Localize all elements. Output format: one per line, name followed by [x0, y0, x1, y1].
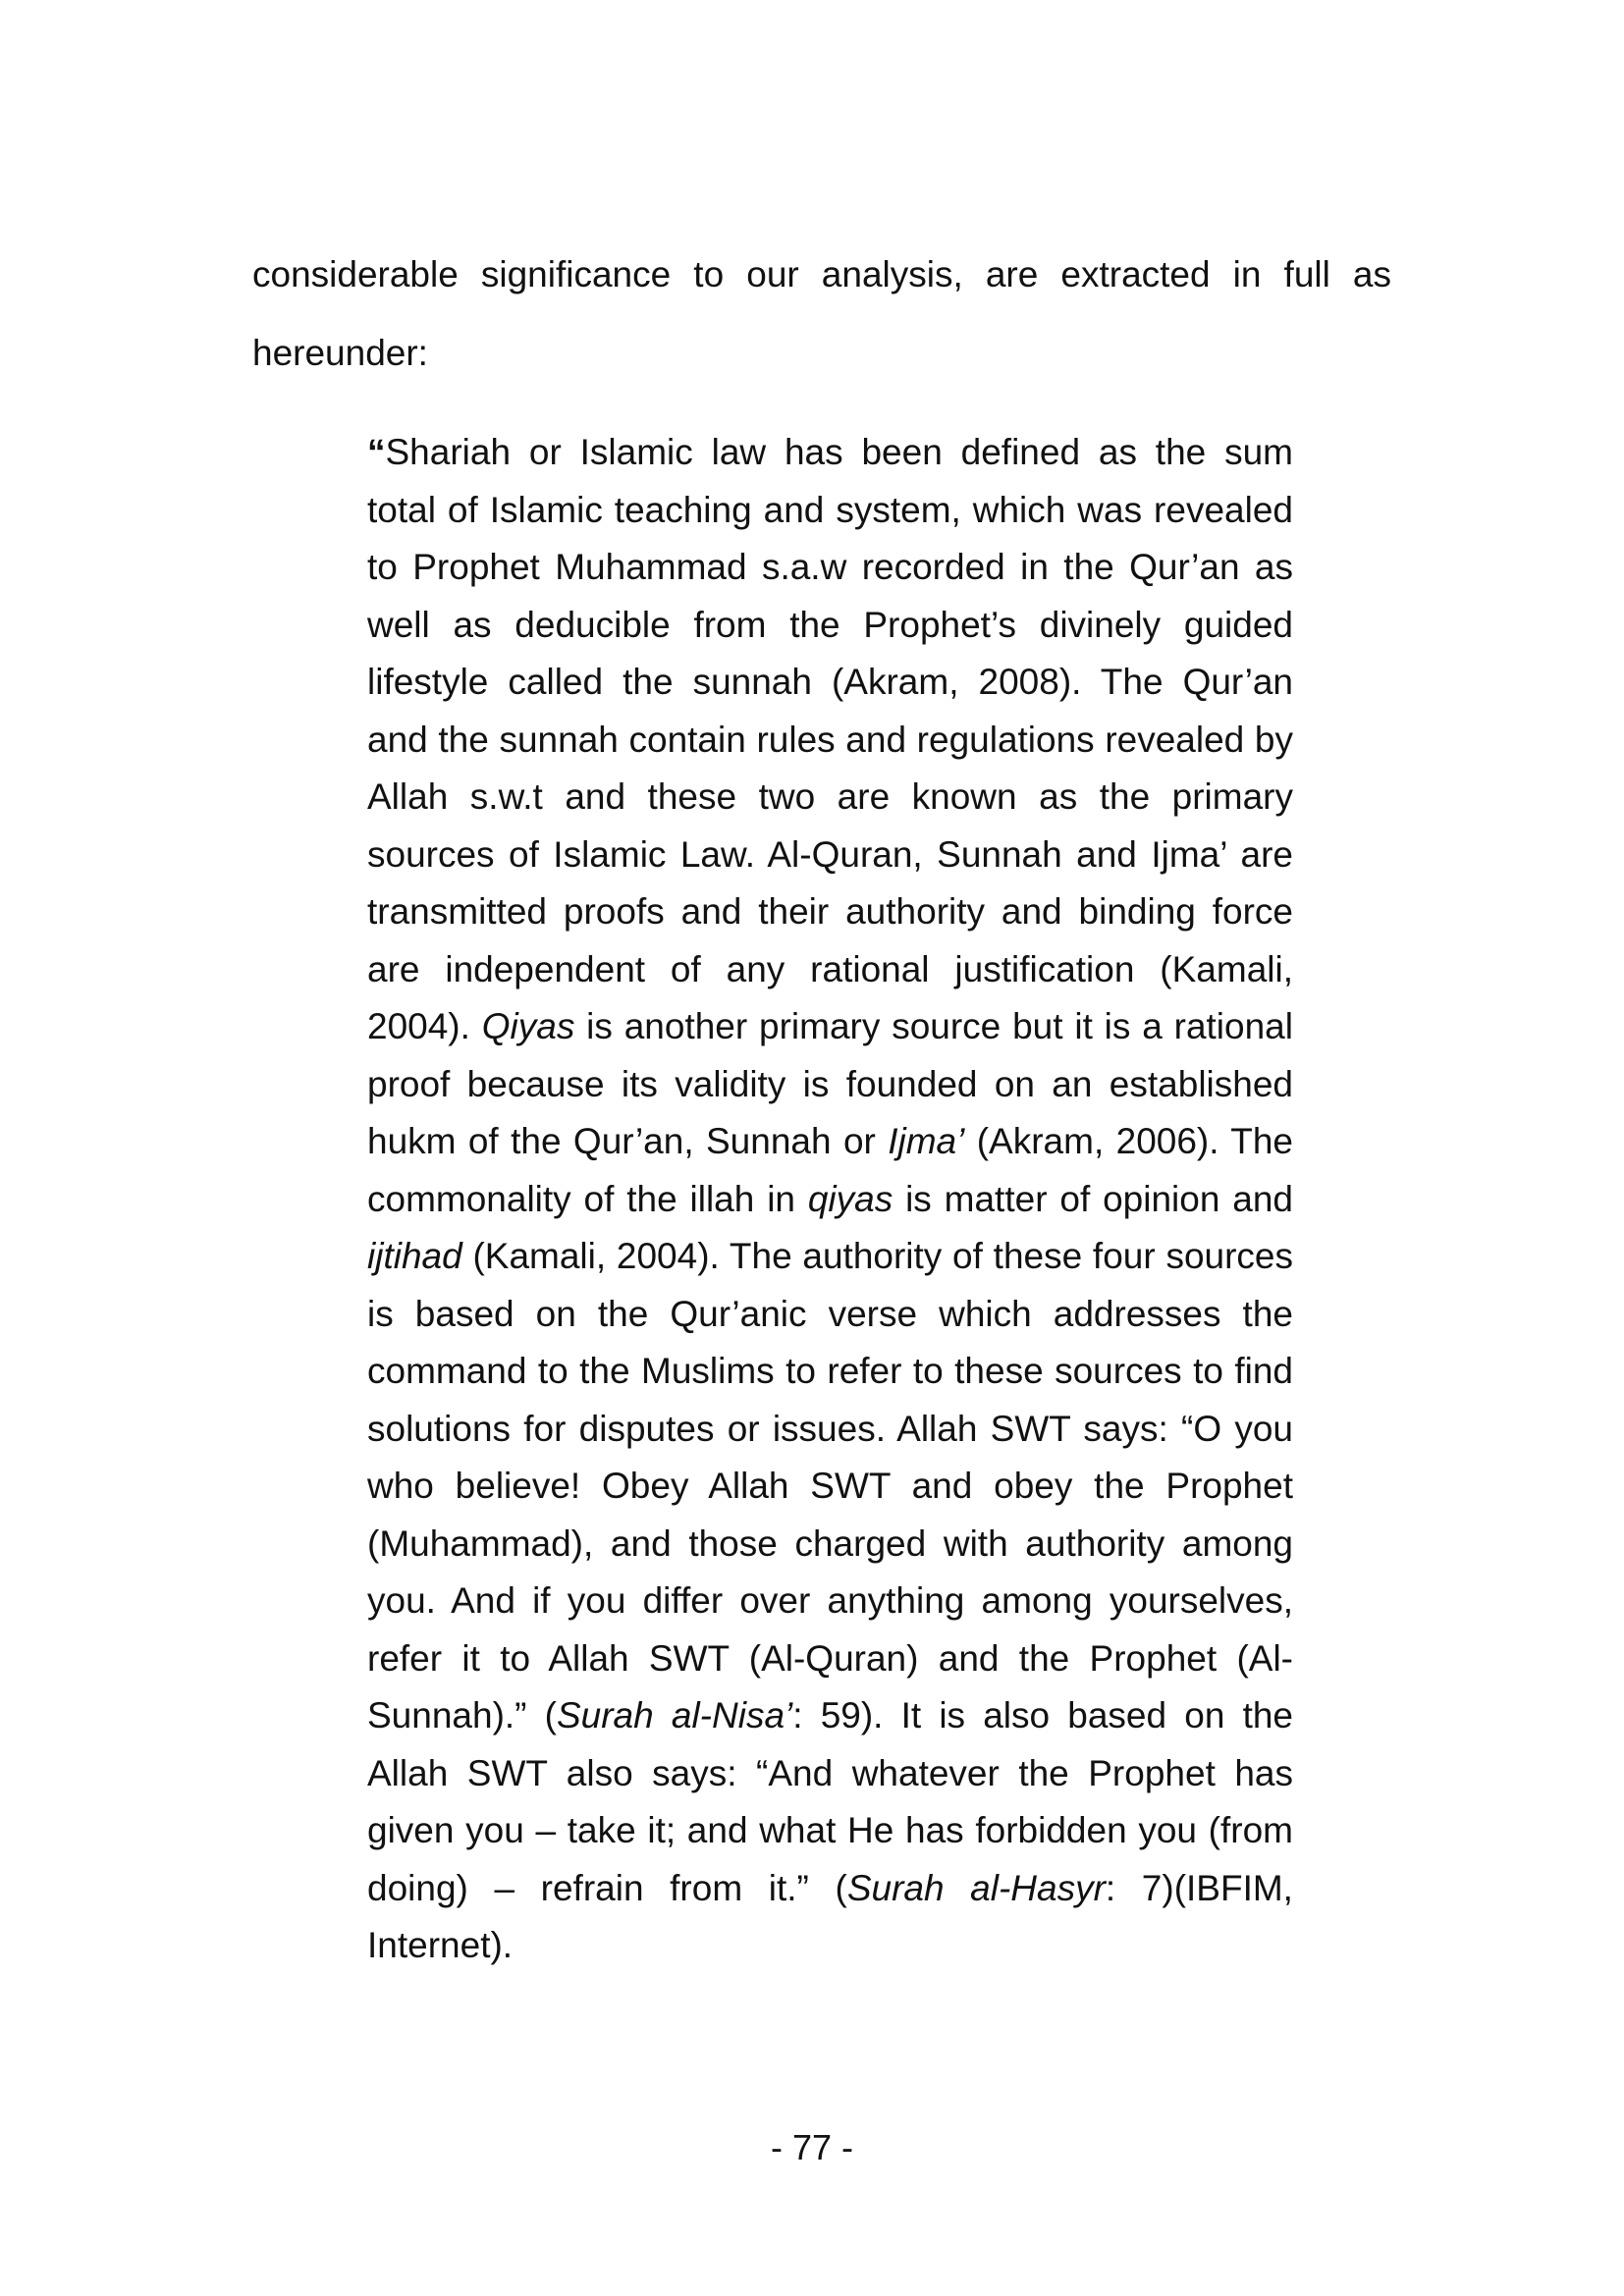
quote-text-part: (Kamali, 2004). The authority of these four sources is based on the Qur’anic verse which addresses the command to the Muslims to refer to these sources to find solutions for disputes or issues. Allah SWT says: “O you who believe! Obey Allah SWT and obey the Prophet (Muhammad), and those charged with authority among you. And if you differ over anything among yourselves, refer it to Allah SWT (Al-Quran) and the Prophet (Al-Sunnah).” (: [367, 1236, 1293, 1735]
italic-citation-surah-hasyr: Surah al-Hasyr: [846, 1867, 1106, 1908]
opening-quote-mark: “: [367, 432, 386, 472]
quote-text-part: Shariah or Islamic law has been defined as the sum total of Islamic teaching and system, which was revealed to Prophet Muhammad s.a.w recorded in the Qur’an as well as deducible from the Prophet’s divinely guided lifestyle called the sunnah (Akram, 2008). The Qur’an and the sunnah contain rules and regulations revealed by Allah s.w.t and these two are known as the primary sources of Islamic Law. Al-Quran, Sunnah and Ijma’ are transmitted proofs and their authority and binding force are independent of any rational justification (Kamali, 2004).: [367, 432, 1293, 1046]
intro-paragraph: considerable significance to our analysis, are extracted in full as hereunder:: [252, 254, 1391, 373]
block-quote: [367, 424, 1293, 1975]
italic-term-ijtihad: ijtihad: [367, 1236, 462, 1276]
italic-term-ijma: Ijma’: [888, 1121, 965, 1161]
page-number: - 77 -: [770, 2127, 854, 2167]
quote-text-part: (Akram, 2006). The commonality of the illah in: [367, 1121, 1294, 1219]
italic-citation-surah-nisa: Surah al-Nisa’: [556, 1695, 793, 1735]
italic-term-qiyas: Qiyas: [481, 1006, 575, 1046]
italic-term-qiyas: qiyas: [807, 1178, 893, 1219]
quote-text-part: : 59). It is also based on the Allah SWT also says: “And whatever the Prophet has given you – take it; and what He has forbidden you (from doing) – refrain from it.” (: [367, 1695, 1293, 1908]
quote-text-part: : 7)(IBFIM, Internet).: [367, 1867, 1293, 1965]
quote-text-part: is another primary source but it is a rational proof because its validity is founded on an established hukm of the Qur’an, Sunnah or: [367, 1006, 1293, 1161]
quote-text-part: is matter of opinion and: [893, 1178, 1293, 1219]
